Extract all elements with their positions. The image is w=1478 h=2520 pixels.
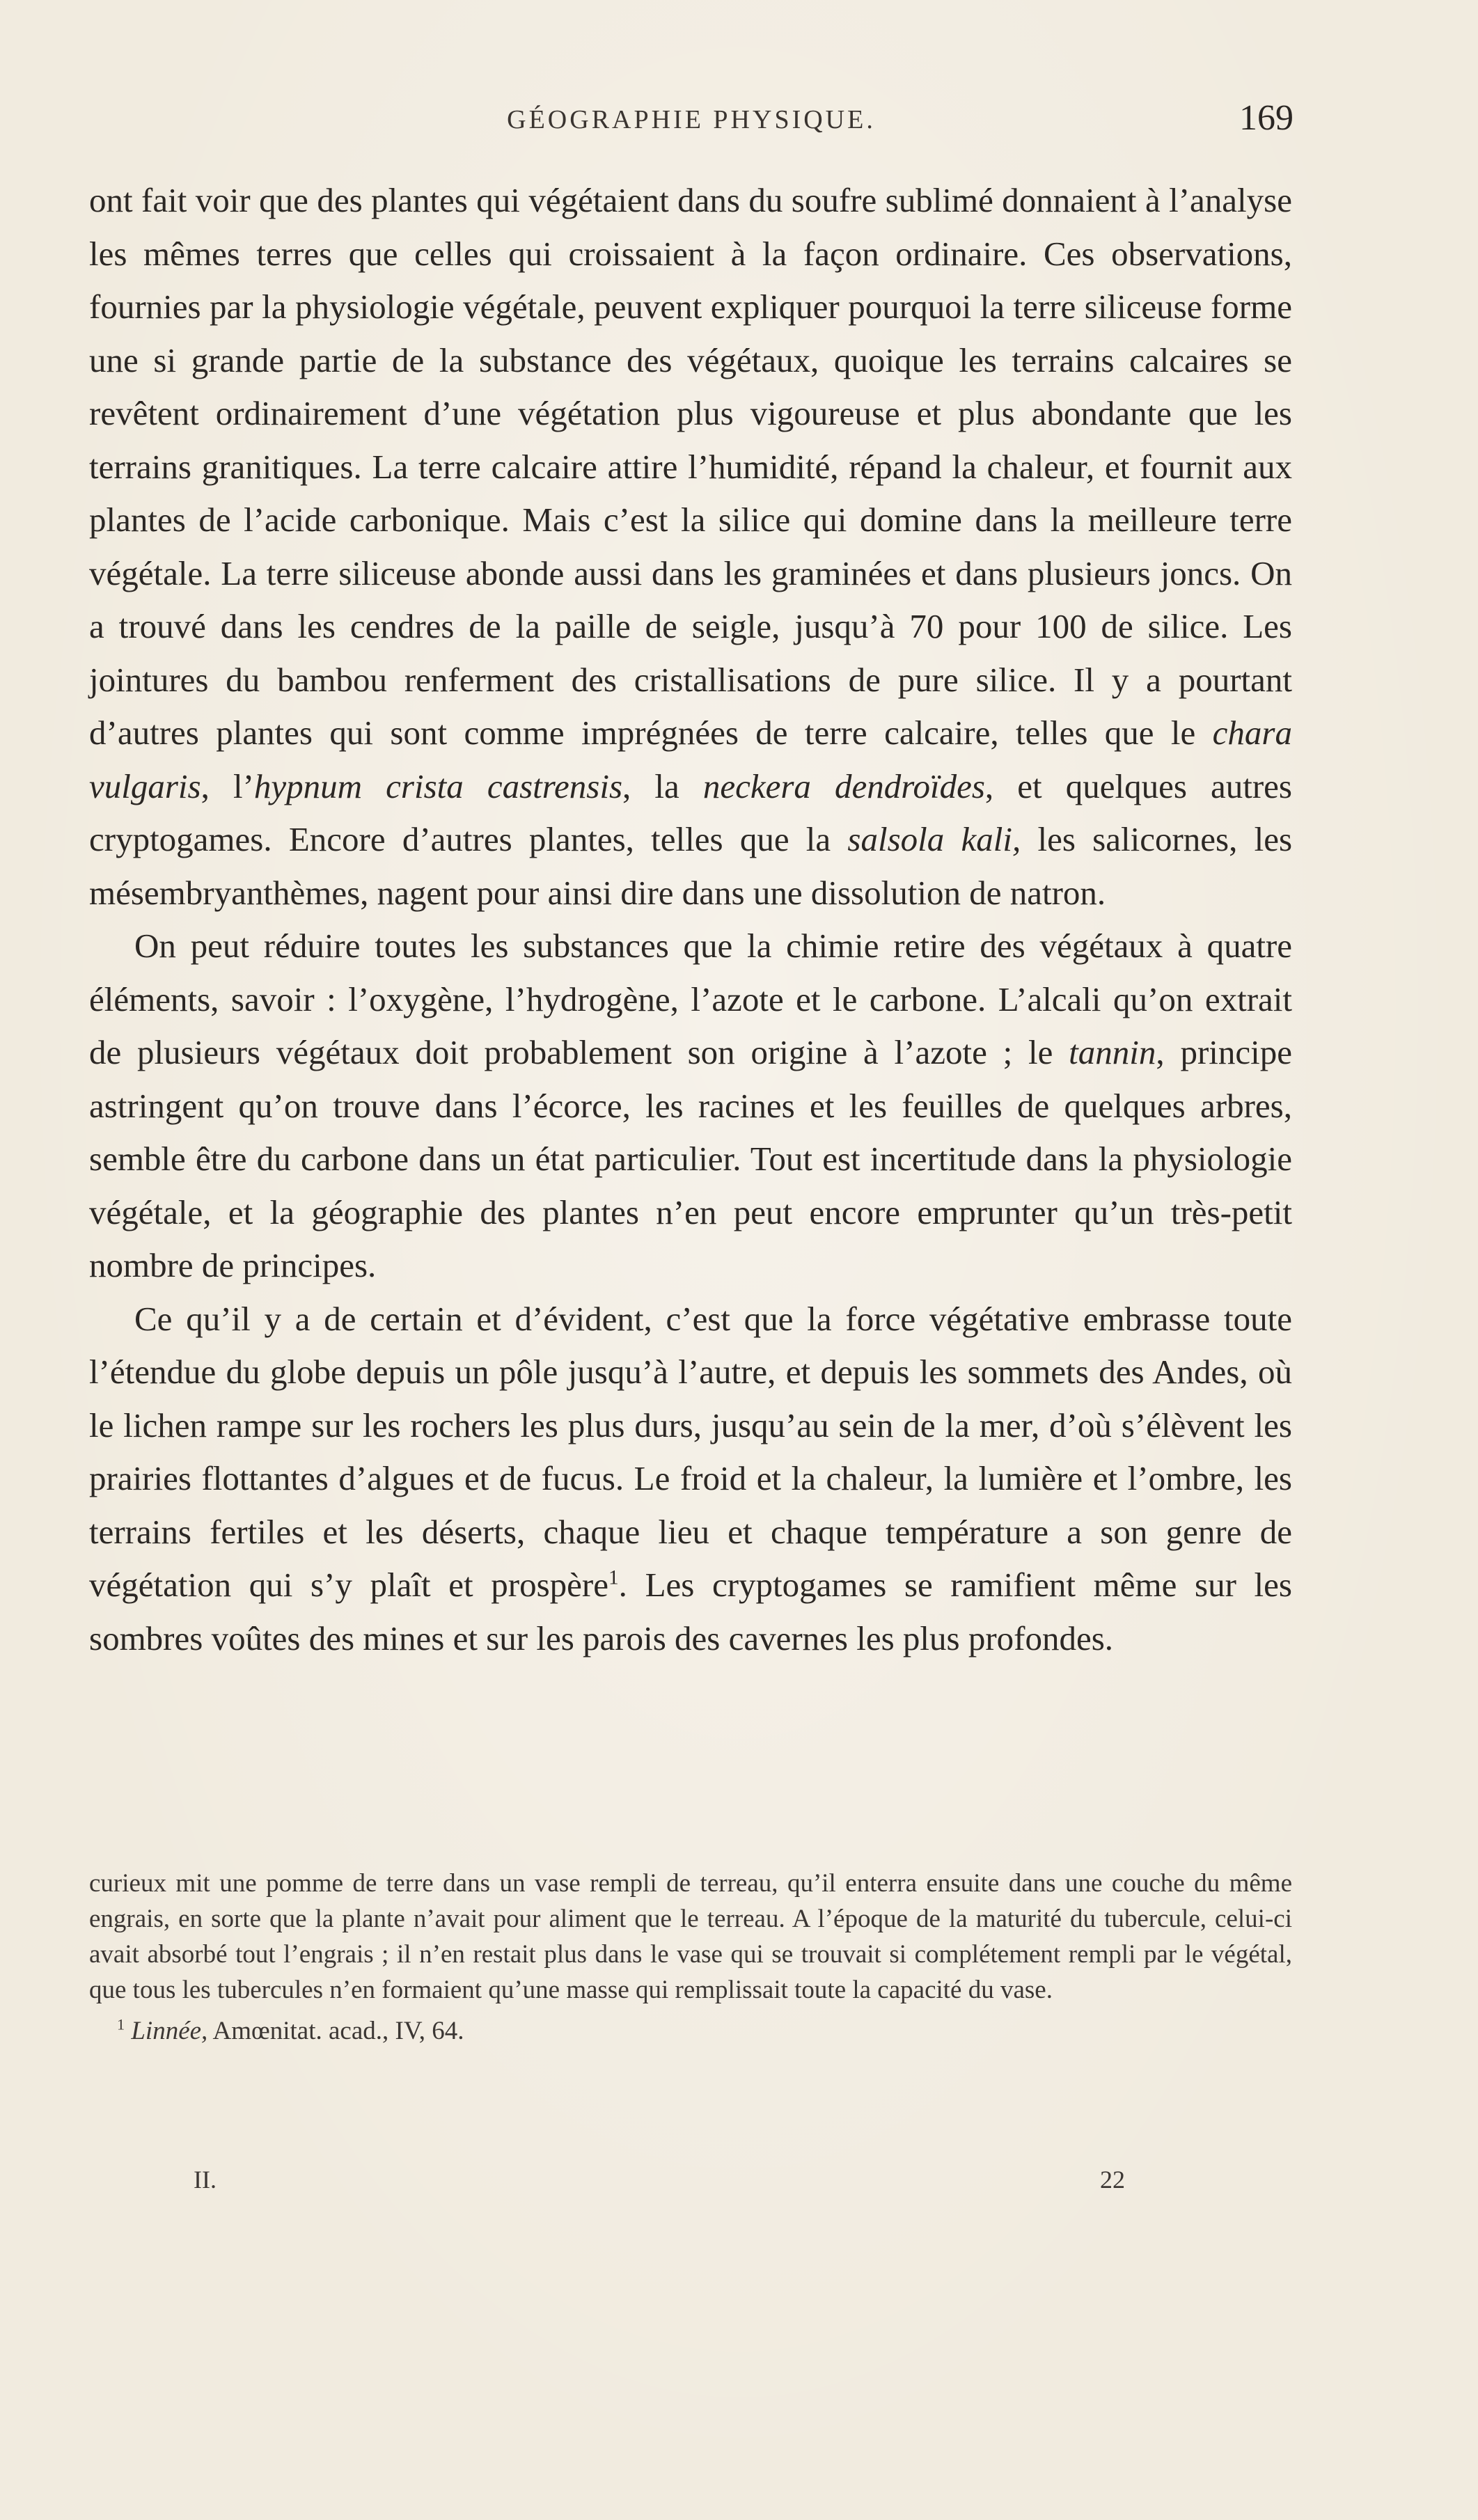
paragraph-2 xyxy=(89,920,1292,1293)
body-text xyxy=(89,174,1292,1665)
signature-mark: 22 xyxy=(1100,2166,1125,2194)
footnote-source: Amœnitat. acad., IV, 64. xyxy=(207,2017,464,2045)
page-number: 169 xyxy=(1239,98,1294,138)
footnote-mark: 1 xyxy=(117,2015,125,2033)
footnotes xyxy=(89,1866,1292,2049)
text-run: On peut réduire toutes les substances que la chimie retire des végétaux à quatre éléments, savoir : l’oxygène, l’hydrogène, l’azote et le carbone. L’alcali qu’on extrait de plusieurs végétaux doit probablement son origine à l’azote ; le xyxy=(89,927,1292,1071)
text-run: les salicornes, les mésembryanthèmes, nagent pour ainsi dire dans une dissolution de natron. xyxy=(89,820,1293,912)
text-run: Ce qu’il y a de certain et d’évident, c’est que la force végétative embrasse toute l’étendue du globe depuis un pôle jusqu’à l’autre, et depuis les sommets des Andes, où le lichen rampe sur les rochers les plus durs, jusqu’au sein de la mer, d’où s’élèvent les prairies flottantes d’algues et de fucus. Le froid et la chaleur, la lumière et l’ombre, les terrains fertiles et les déserts, chaque lieu et chaque température a son genre de végétation qui s’y plaît et prospère xyxy=(89,1299,1292,1604)
paragraph-1 xyxy=(89,174,1292,920)
footnote-1 xyxy=(89,2013,1292,2049)
signature-line xyxy=(89,2165,1292,2207)
text-run: ont fait voir que des plantes qui végétaient dans du soufre sublimé donnaient à l’analyse les mêmes terres que celles qui croissaient à la façon ordinaire. Ces observations, fournies par la physiologie végétale, peuvent expliquer pourquoi la terre siliceuse forme une si grande partie de la substance des végétaux, quoique les terrains calcaires se revêtent ordinairement d’une végétation plus vigoureuse et plus abondante que les terrains granitiques. La terre calcaire attire l’humidité, répand la chaleur, et fournit aux plantes de l’acide carbonique. Mais c’est la silice qui domine dans la meilleure terre végétale. La terre siliceuse abonde aussi dans les graminées et dans plusieurs joncs. On a trouvé dans les cendres de la paille de seigle, jusqu’à 70 pour 100 de silice. Les jointures du bambou renferment des cristallisations de pure silice. Il y a pourtant d’autres plantes qui sont comme imprégnées de terre calcaire, telles que le xyxy=(89,181,1292,752)
text-run: , principe astringent qu’on trouve dans l’écorce, les racines et les feuilles de quelques arbres, semble être du carbone dans un état particulier. Tout est incertitude dans la physiologie végétale, et la géographie des plantes n’en peut encore emprunter qu’un très-petit nombre de principes. xyxy=(89,1033,1292,1284)
footnote-author: Linnée, xyxy=(131,2017,208,2045)
page-header xyxy=(89,97,1294,153)
text-run: hypnum crista castrensis xyxy=(253,766,623,805)
text-run: , l’ xyxy=(201,766,254,805)
footnote-continued: curieux mit une pomme de terre dans un vase rempli de terreau, qu’il enterra ensuite dans une couche du même engrais, en sorte que la plante n’avait pour aliment que le terreau. A l’époque de la maturité du tubercule, celui-ci avait absorbé tout l’engrais ; il n’en restait plus dans le vase qui se trouvait si complétement rempli par le végétal, que tous les tubercules n’en formaient qu’une masse qui remplissait toute la capacité du vase. xyxy=(89,1869,1292,2004)
running-title: GÉOGRAPHIE PHYSIQUE. xyxy=(507,105,876,134)
text-run: 1 xyxy=(608,1566,619,1589)
text-run: , et quelques autres cryptogames. Encore d’autres plantes, telles que la xyxy=(89,766,1292,858)
text-run: tannin xyxy=(1069,1033,1156,1071)
text-run: . Les cryptogames se ramifient même sur les sombres voûtes des mines et sur les parois des cavernes les plus profondes. xyxy=(89,1566,1292,1657)
volume-mark: II. xyxy=(194,2166,217,2194)
text-run: chara vulgaris xyxy=(89,714,1292,805)
text-run: salsola kali, xyxy=(847,820,1021,858)
text-run: neckera dendroïdes xyxy=(702,766,985,805)
paragraph-3 xyxy=(89,1293,1292,1666)
text-run: , la xyxy=(622,766,703,805)
